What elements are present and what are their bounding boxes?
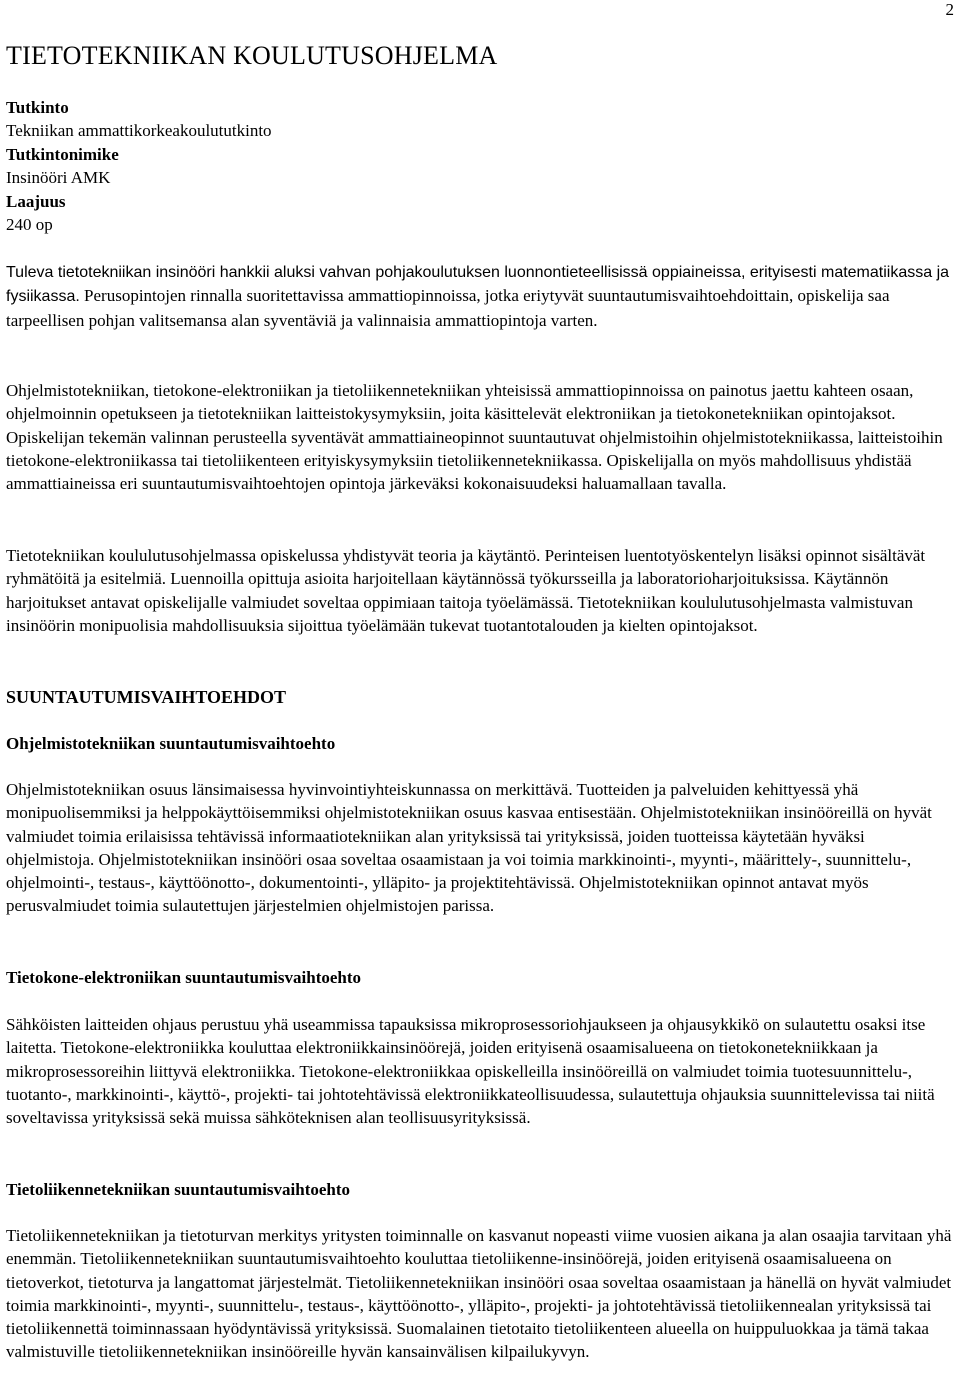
page-number: 2 — [945, 0, 954, 19]
scope-label: Laajuus — [6, 191, 66, 211]
intro-paragraph-3: Tietotekniikan koululutusohjelmassa opiskelussa yhdistyvät teoria ja käytäntö. Perinteisen luentotyöskentelyn lisäksi opinnot sisältävät ryhmätöitä ja esitelmiä. Luennoilla opittuja asioita harjoitellaan käytännössä työkursseilla ja laboratorioharjoituksissa. Käytännön harjoitukset antavat opiskelijalle valmiudet soveltaa oppimiaan taitoja työelämässä. Tietotekniikan koululutusohjelmasta valmistuvan insinöörin monipuolisia mahdollisuuksia sijoittua työelämään tukevat tuotantotalouden ja kielten opintojaksot. — [6, 546, 926, 635]
option-text-telecommunications: Tietoliikennetekniikan ja tietoturvan merkitys yritysten toiminnalle on kasvanut nopeasti viime vuosien aikana ja alan osaajia tarvitaan yhä enemmän. Tietoliikennetekniikan suuntautumisvaihtoehto kouluttaa tietoliikenne-insinöörejä, joiden erityisenä osaamisalueena on tietoverkot, tietoturva ja langattomat järjestelmät. Tietoliikennetekniikan insinööri osaa soveltaa osaamistaan ja hänellä on hyvät valmiudet toimia markkinointi-, myynti-, suunnittelu-, testaus-, käyttöönotto-, ylläpito-, projekti- ja johtotehtävissä tietoliikennealan yrityksissä tai tietoliikennettä toiminnassaan hyödyntävissä yrityksissä. Suomalainen tietotaito tietoliikenteen alueella on huippuluokkaa ja tämä takaa valmistuville tietoliikennetekniikan insinööreille hyvän kansainvälisen kilpailukyvyn. — [6, 1226, 952, 1362]
option-heading-computer-electronics: Tietokone-elektroniikan suuntautumisvaihtoehto — [6, 968, 362, 987]
document-title: TIETOTEKNIIKAN KOULUTUSOHJELMA — [6, 41, 498, 70]
intro-paragraph-1-rest: Perusopintojen rinnalla suoritettavissa ammattiopinnoissa, jotka eriytyvät suuntautumisvaihtoehdoittain, opiskelija saa tarpeellisen pohjan valitsemansa alan syventäviä ja valinnaisia ammattiopintoja varten. — [6, 286, 890, 330]
degree-label: Tutkinto — [6, 98, 69, 117]
intro-paragraph-1-lead: Tuleva tietotekniikan insinööri hankkii aluksi vahvan pohjakoulutuksen luonnontieteellisissä oppiaineissa, erityisesti matematiikassa ja fysiikassa. — [6, 264, 950, 306]
degree-title-value: Insinööri AMK — [6, 168, 111, 188]
option-heading-software: Ohjelmistotekniikan suuntautumisvaihtoehto — [6, 734, 336, 753]
intro-paragraph-1 — [6, 260, 954, 332]
option-heading-telecommunications: Tietoliikennetekniikan suuntautumisvaihtoehto — [6, 1180, 351, 1199]
degree-title-label: Tutkintonimike — [6, 144, 119, 164]
option-text-computer-electronics: Sähköisten laitteiden ohjaus perustuu yhä useammissa tapauksissa mikroprosessoriohjaukseen ja ohjausykkikö on sulautettu osaksi itse laitetta. Tietokone-elektroniikka kouluttaa elektroniikkainsinöörejä, joiden erityisenä osaamisalueena on tietokonetekniikkaan ja mikroprosessoreihin liittyvä elektroniikka. Tietokone-elektroniikkaa opiskelleilla insinööreillä on valmiudet toimia tuotesuunnittelu-, tuotanto-, markkinointi-, käyttö-, projekti- tai johtotehtävissä elektroniikkateollisuudessa, sulautettuja ohjauksia suunnittelevissa tai niitä soveltavissa yrityksissä sekä muissa sähköteknisen alan teollisuusyrityksissä. — [6, 1015, 935, 1128]
degree-info — [6, 96, 272, 236]
option-text-software: Ohjelmistotekniikan osuus länsimaisessa hyvinvointiyhteiskunnassa on merkittävä. Tuotteiden ja palveluiden kehittyessä yhä monipuolisemmiksi ja helppokäyttöisemmiksi ohjelmistotekniikan osuus kasvaa entisestään. Ohjelmistotekniikan insinööreillä on hyvät valmiudet toimia erilaisissa tehtävissä informaatiotekniikan alan yrityksissä tai yrityksissä, joiden tuotteissa käytetään hyväksi ohjelmistoja. Ohjelmistotekniikan insinööri osaa soveltaa osaamistaan ja voi toimia markkinointi-, myynti-, määrittely-, suunnittelu-, ohjelmointi-, testaus-, käyttöönotto-, dokumentointi-, ylläpito- ja projektitehtävissä. Ohjelmistotekniikan opinnot antavat myös perusvalmiudet toimia sulautettujen järjestelmien ohjelmistojen parissa. — [6, 780, 932, 916]
degree-value: Tekniikan ammattikorkeakoulututkinto — [6, 121, 272, 141]
section-heading: SUUNTAUTUMISVAIHTOEHDOT — [6, 687, 287, 707]
intro-paragraph-2: Ohjelmistotekniikan, tietokone-elektroniikan ja tietoliikennetekniikan yhteisissä ammattiopinnoissa on painotus jaettu kahteen osaan, ohjelmoinnin opetukseen ja tietotekniikan laitteistokysymyksiin, joita käsittelevät elektroniikan ja tietokonetekniikan opintojaksot. Opiskelijan tekemän valinnan perusteella syventävät ammattiaineopinnot suuntautuvat ohjelmistoihin ohjelmistotekniikassa, laitteistoihin tietokone-elektroniikassa tai tietoliikenteen erityiskysymyksiin tietoliikennetekniikassa. Opiskelijalla on myös mahdollisuus yhdistää ammattiaineissa eri suuntautumisvaihtoehtojen opintoja järkeväksi kokonaisuudeksi haluamallaan tavalla. — [6, 381, 943, 494]
scope-value: 240 op — [6, 215, 53, 235]
